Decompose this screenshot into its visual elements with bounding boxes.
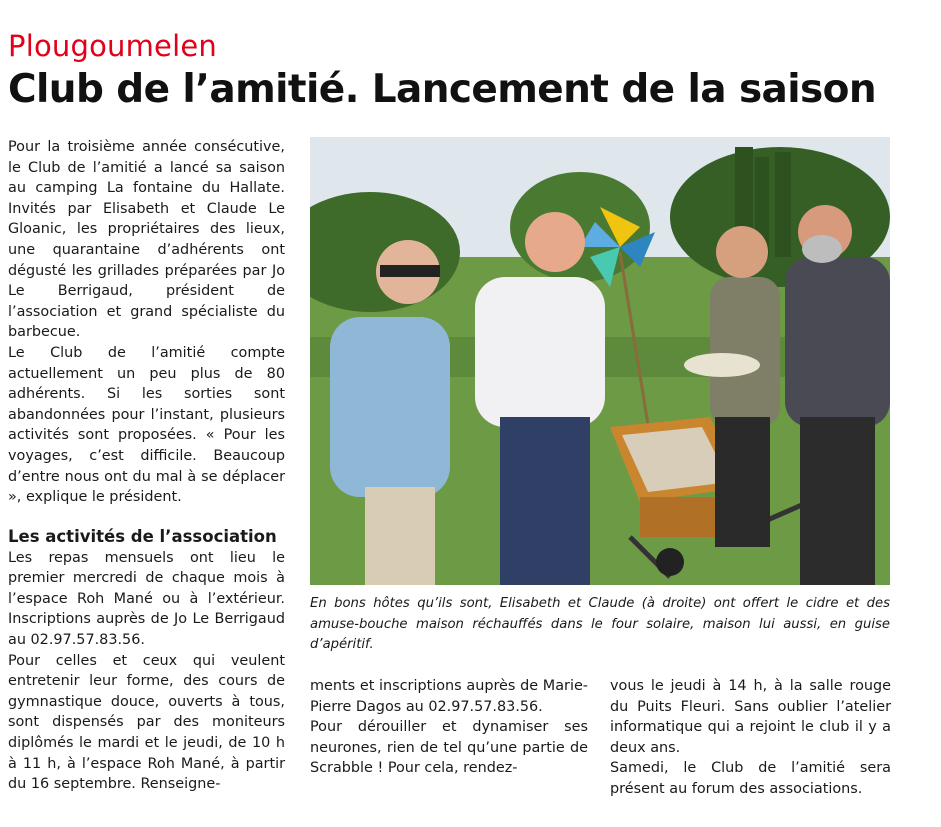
article-column-3 bbox=[610, 676, 891, 800]
paragraph: Pour dérouiller et dynamiser ses neurones, rien de tel qu’une partie de Scrabble ! Pour cela, rendez- bbox=[310, 719, 588, 777]
paragraph: Le Club de l’amitié compte actuellement un peu plus de 80 adhérents. Si les sorties sont abandonnées pour l’instant, plusieurs activités sont proposées. « Pour les voyages, c’est difficile. Beaucoup d’entre nous ont du mal à se déplacer », explique le président. bbox=[8, 344, 285, 506]
paragraph: vous le jeudi à 14 h, à la salle rouge du Puits Fleuri. Sans oublier l’atelier informatique qui a rejoint le club il y a deux ans. bbox=[610, 678, 891, 756]
paragraph: Les repas mensuels ont lieu le premier mercredi de chaque mois à l’espace Roh Mané ou à l’extérieur. Inscriptions auprès de Jo Le Berrigaud au 02.97.57.83.56. bbox=[8, 549, 285, 649]
article-headline: Club de l’amitié. Lancement de la saison bbox=[8, 67, 877, 112]
paragraph: Pour celles et ceux qui veulent entretenir leur forme, des cours de gymnastique douce, ouverts à tous, sont dispensés par des moniteurs diplômés le mardi et le jeudi, de 10 h à 11 h, à l’espace Roh Mané, à partir du 16 septembre. Renseigne- bbox=[8, 652, 285, 793]
paragraph: ments et inscriptions auprès de Marie-Pierre Dagos au 02.97.57.83.56. bbox=[310, 678, 588, 715]
paragraph: Pour la troisième année consécutive, le Club de l’amitié a lancé sa saison au camping La fontaine du Hallate. Invités par Elisabeth et Claude Le Gloanic, les propriétaires des lieux, une quarantaine d’adhérents ont dégusté les grillades préparées par Jo Le Berrigaud, président de l’association et grand spécialiste du barbecue. bbox=[8, 139, 285, 341]
photo-illustration bbox=[310, 137, 890, 585]
section-subheading: Les activités de l’association bbox=[8, 526, 277, 546]
person-right-man bbox=[785, 205, 890, 585]
article-column-1 bbox=[8, 137, 285, 795]
tree bbox=[775, 152, 791, 257]
photo-caption: En bons hôtes qu’ils sont, Elisabeth et Claude (à droite) ont offert le cidre et des amuse-bouche maison réchauffés dans le four solaire, maison lui aussi, en guise d’apéritif. bbox=[310, 596, 890, 652]
location-kicker: Plougoumelen bbox=[8, 29, 217, 63]
paragraph: Samedi, le Club de l’amitié sera présent au forum des associations. bbox=[610, 760, 891, 797]
article-column-2 bbox=[310, 676, 588, 779]
article-photo bbox=[310, 137, 890, 585]
